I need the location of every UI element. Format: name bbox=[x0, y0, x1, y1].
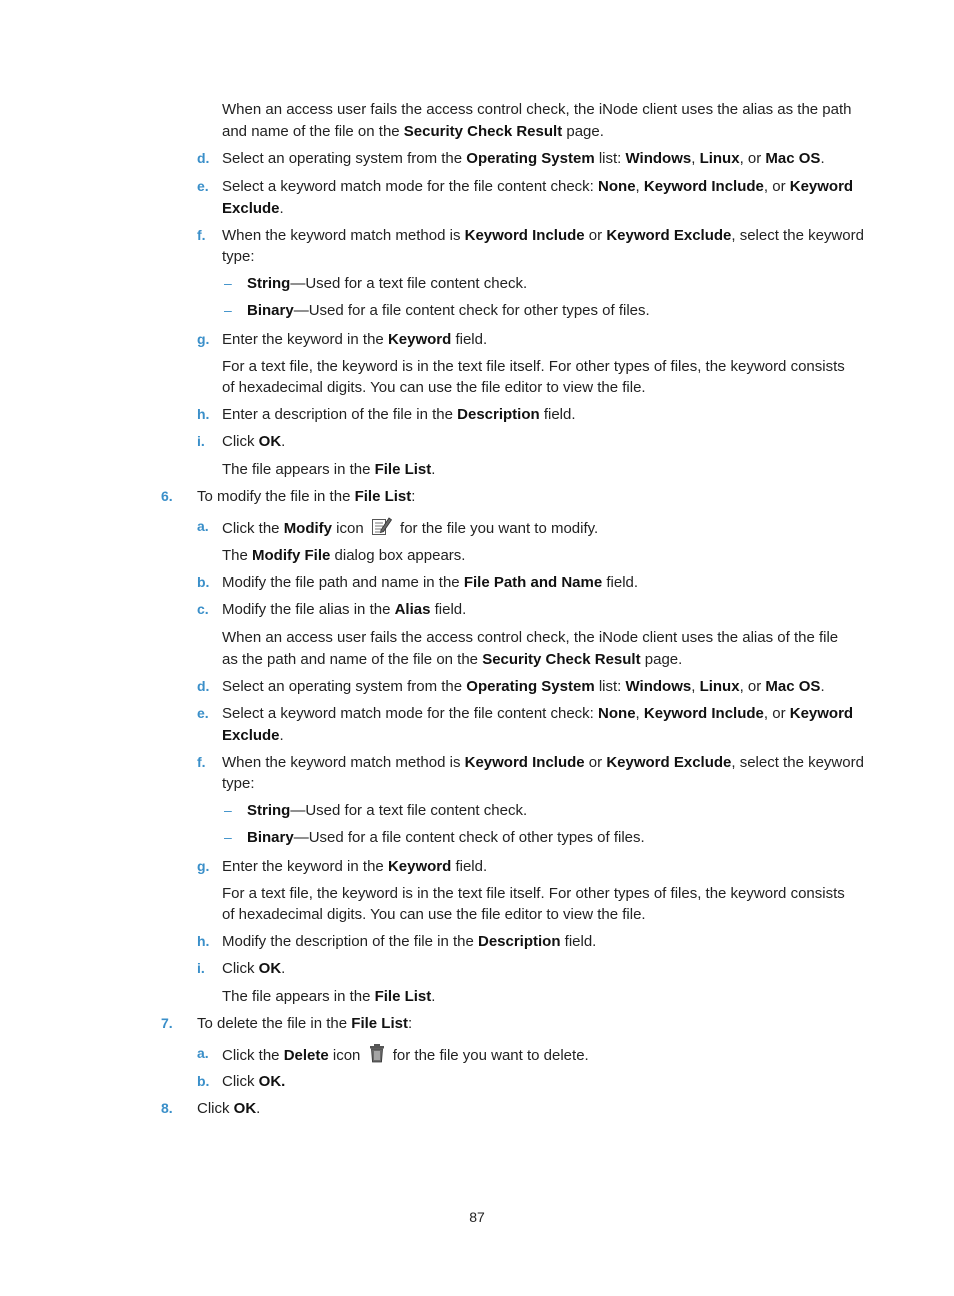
ui-term: Delete bbox=[283, 1047, 329, 1064]
paragraph-line: The file appears in the File List. bbox=[222, 461, 436, 478]
page-number: 87 bbox=[469, 1209, 485, 1225]
bullet-text: String—Used for a text file content check. bbox=[247, 275, 528, 292]
ui-term: OK bbox=[258, 433, 282, 450]
step-marker: b. bbox=[197, 1073, 210, 1089]
step-text: Select an operating system from the Operating System list: Windows, Linux, or Mac OS. bbox=[222, 678, 825, 695]
step-text: type: bbox=[222, 775, 255, 792]
step-text: Modify the description of the file in the Description field. bbox=[222, 933, 597, 950]
ui-term: Mac OS bbox=[765, 678, 821, 695]
ui-term: File List bbox=[374, 988, 432, 1005]
ui-term: Linux bbox=[699, 678, 740, 695]
step-text: To delete the file in the File List: bbox=[197, 1015, 413, 1032]
step-number: 6. bbox=[161, 488, 173, 504]
ui-term: Binary bbox=[247, 302, 294, 319]
ui-term: Exclude bbox=[222, 200, 280, 217]
ui-term: Keyword bbox=[387, 331, 452, 348]
paragraph-line: of hexadecimal digits. You can use the file editor to view the file. bbox=[222, 379, 646, 396]
step-text: Modify the file alias in the Alias field. bbox=[222, 601, 467, 618]
step-marker: g. bbox=[197, 331, 210, 347]
ui-term: Keyword Exclude bbox=[606, 227, 732, 244]
step-marker: b. bbox=[197, 574, 210, 590]
ui-term: Binary bbox=[247, 829, 294, 846]
ui-term: Exclude bbox=[222, 727, 280, 744]
ui-term: OK. bbox=[258, 1073, 286, 1090]
step-text: Select a keyword match mode for the file content check: None, Keyword Include, or Keyword bbox=[222, 705, 854, 722]
paragraph-line: and name of the file on the Security Check Result page. bbox=[222, 123, 604, 140]
ui-term: Modify bbox=[283, 520, 333, 537]
ui-term: Keyword bbox=[387, 858, 452, 875]
step-marker: f. bbox=[197, 227, 206, 243]
step-text: Enter the keyword in the Keyword field. bbox=[222, 331, 488, 348]
ui-term: Keyword Include bbox=[643, 705, 764, 722]
paragraph-line: The file appears in the File List. bbox=[222, 988, 436, 1005]
ui-term: String bbox=[247, 275, 291, 292]
ui-term: Keyword Include bbox=[643, 178, 764, 195]
step-marker: e. bbox=[197, 178, 209, 194]
step-marker: a. bbox=[197, 518, 209, 534]
bullet-dash: – bbox=[224, 829, 232, 845]
step-text: Exclude. bbox=[222, 727, 284, 744]
step-marker: g. bbox=[197, 858, 210, 874]
ui-term: File List bbox=[354, 488, 412, 505]
step-text: Modify the file path and name in the File Path and Name field. bbox=[222, 574, 639, 591]
paragraph-line: as the path and name of the file on the Security Check Result page. bbox=[222, 651, 683, 668]
ui-term: Security Check Result bbox=[482, 651, 641, 668]
step-number: 8. bbox=[161, 1100, 173, 1116]
step-text: Click the Modify icon for the file you want to modify. bbox=[222, 516, 598, 537]
step-text: Click the Delete icon for the file you want to delete. bbox=[222, 1043, 589, 1064]
step-marker: f. bbox=[197, 754, 206, 770]
ui-term: Windows bbox=[625, 678, 692, 695]
bullet-text: String—Used for a text file content check. bbox=[247, 802, 528, 819]
step-text: Select a keyword match mode for the file content check: None, Keyword Include, or Keyword bbox=[222, 178, 854, 195]
bullet-dash: – bbox=[224, 275, 232, 291]
ui-term: OK bbox=[233, 1100, 257, 1117]
ui-term: Keyword Include bbox=[464, 754, 585, 771]
ui-term: Keyword bbox=[789, 705, 854, 722]
step-marker: e. bbox=[197, 705, 209, 721]
paragraph-line: For a text file, the keyword is in the text file itself. For other types of files, the keyword consists bbox=[222, 358, 845, 375]
step-text: To modify the file in the File List: bbox=[197, 488, 416, 505]
bullet-text: Binary—Used for a file content check of other types of files. bbox=[247, 829, 645, 846]
step-text: Select an operating system from the Operating System list: Windows, Linux, or Mac OS. bbox=[222, 150, 825, 167]
trash-can-icon bbox=[368, 1043, 386, 1069]
step-text: Exclude. bbox=[222, 200, 284, 217]
ui-term: Alias bbox=[394, 601, 431, 618]
step-text: Click OK. bbox=[222, 1073, 286, 1090]
step-text: When the keyword match method is Keyword Include or Keyword Exclude, select the keyword bbox=[222, 754, 864, 771]
step-marker: h. bbox=[197, 406, 210, 422]
paragraph-line: When an access user fails the access control check, the iNode client uses the alias of the file bbox=[222, 629, 839, 646]
step-marker: d. bbox=[197, 678, 210, 694]
ui-term: Description bbox=[477, 933, 561, 950]
bullet-dash: – bbox=[224, 302, 232, 318]
ui-term: Keyword Include bbox=[464, 227, 585, 244]
ui-term: File List bbox=[351, 1015, 408, 1032]
step-marker: c. bbox=[197, 601, 209, 617]
step-text: Enter a description of the file in the Description field. bbox=[222, 406, 576, 423]
ui-term: String bbox=[247, 802, 291, 819]
ui-term: Keyword bbox=[789, 178, 854, 195]
ui-term: Linux bbox=[699, 150, 740, 167]
step-marker: i. bbox=[197, 960, 205, 976]
ui-term: File Path and Name bbox=[463, 574, 603, 591]
ui-term: Operating System bbox=[466, 150, 595, 167]
paragraph-line: When an access user fails the access control check, the iNode client uses the alias as the path bbox=[222, 101, 852, 118]
paragraph-line: of hexadecimal digits. You can use the file editor to view the file. bbox=[222, 906, 646, 923]
step-text: Click OK. bbox=[222, 960, 286, 977]
ui-term: Windows bbox=[625, 150, 692, 167]
ui-term: File List bbox=[374, 461, 432, 478]
ui-term: Operating System bbox=[466, 678, 595, 695]
ui-term: None bbox=[598, 178, 636, 195]
edit-note-icon bbox=[371, 516, 393, 542]
step-marker: a. bbox=[197, 1045, 209, 1061]
step-number: 7. bbox=[161, 1015, 173, 1031]
step-text: Click OK. bbox=[222, 433, 286, 450]
paragraph-line: The Modify File dialog box appears. bbox=[222, 547, 466, 564]
step-marker: i. bbox=[197, 433, 205, 449]
step-marker: d. bbox=[197, 150, 210, 166]
step-text: When the keyword match method is Keyword Include or Keyword Exclude, select the keyword bbox=[222, 227, 864, 244]
ui-term: OK bbox=[258, 960, 282, 977]
ui-term: Description bbox=[457, 406, 540, 423]
bullet-dash: – bbox=[224, 802, 232, 818]
bullet-text: Binary—Used for a file content check for other types of files. bbox=[247, 302, 650, 319]
ui-term: Modify File bbox=[252, 547, 331, 564]
ui-term: Mac OS bbox=[765, 150, 821, 167]
ui-term: None bbox=[598, 705, 636, 722]
paragraph-line: For a text file, the keyword is in the text file itself. For other types of files, the keyword consists bbox=[222, 885, 845, 902]
step-text: type: bbox=[222, 248, 255, 265]
step-marker: h. bbox=[197, 933, 210, 949]
ui-term: Keyword Exclude bbox=[606, 754, 732, 771]
ui-term: Security Check Result bbox=[403, 123, 563, 140]
step-text: Enter the keyword in the Keyword field. bbox=[222, 858, 488, 875]
step-text: Click OK. bbox=[197, 1100, 261, 1117]
